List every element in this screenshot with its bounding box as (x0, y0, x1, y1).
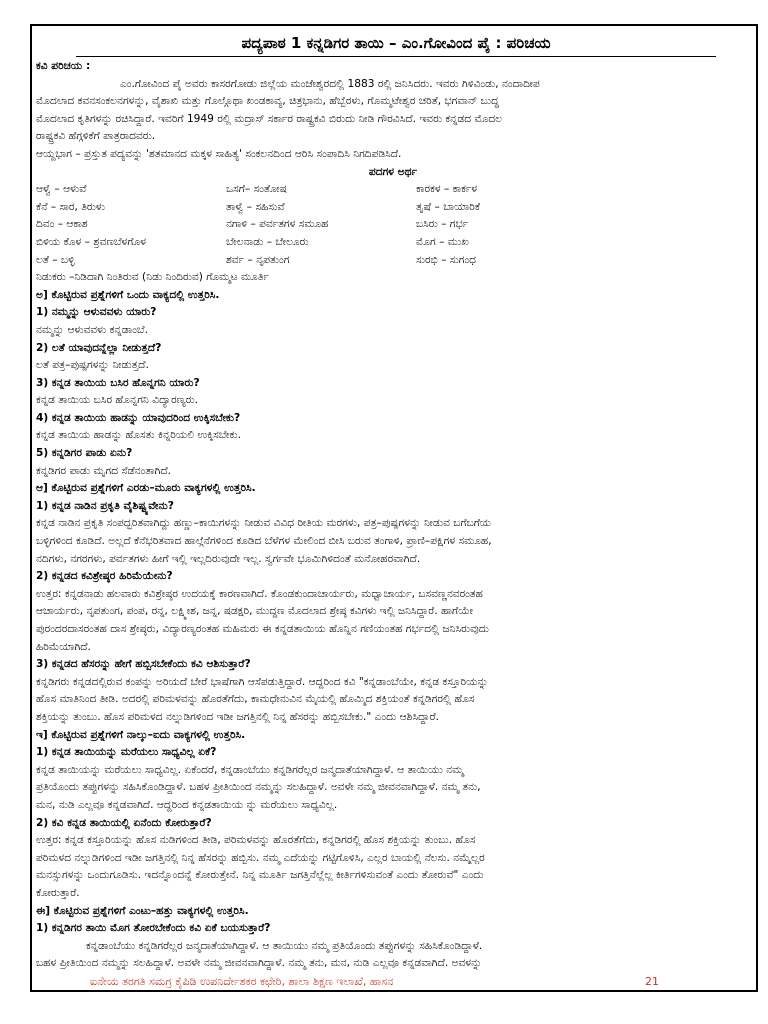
glossary-cell: ಬಿಳಿಯ ಕೊಳ – ಶ್ರವಣಬೆಳಗೊಳ (36, 235, 146, 248)
glossary-cell: ಬೇಲನಾಡು – ಬೇಲೂರು (226, 235, 309, 248)
question: 2) ಕವಿ ಕನ್ನಡ ತಾಯಿಯಲ್ಲಿ ಏನೆಂದು ಕೋರುತ್ತಾರೆ? (36, 816, 212, 829)
glossary-cell: ತೃಷೆ – ಬಾಯಾರಿಕೆ (416, 200, 481, 213)
footer-text: ಐನೇಯ ತರಗತಿ ಸಮಗ್ರ ಕೈಪಿಡಿ ಉಪನಿರ್ದೇಶಕರ ಕಛೇರಿ, ಶಾಲಾ ಶಿಕ್ಷಣ ಇಲಾಖೆ, ಹಾಸನ (90, 975, 394, 988)
question: 2) ಲತೆ ಯಾವುದನ್ನೆಲ್ಲಾ ನೀಡುತ್ತದೆ? (36, 341, 162, 354)
intro-line: ಮೊದಲಾದ ಕವನಸಂಕಲನಗಳನ್ನು, ವೈಶಾಖಿ ಮತ್ತು ಗೊಲ್ಗೊಥಾ ಖಂಡಕಾವ್ಯ, ಚಿತ್ರಭಾನು, ಹೆಬ್ಬೆರಳು, ಗೊಮ್ಮಟೇಶ್ವರ ಚರಿತೆ, ಭಗವಾನ್ ಬುದ್ಧ (36, 95, 499, 108)
answer-line: ಉತ್ತರ: ಕನ್ನಡನಾಡು ಹಲವಾರು ಕವಿಶ್ರೇಷ್ಠರ ಉದಯಕ್ಕೆ ಕಾರಣವಾಗಿದೆ. ಕೊಂಡಕುಂದಾಚಾರ್ಯರು, ಮಧ್ವಾಚಾರ್ಯ, ಬಸವಣ್ಣನವರಂತಹ (36, 587, 483, 600)
source-note: ಆಯ್ದಭಾಗ – ಪ್ರಸ್ತುತ ಪದ್ಯವನ್ನು 'ಶತಮಾನದ ಮಕ್ಕಳ ಸಾಹಿತ್ಯ' ಸಂಕಲನದಿಂದ ಆರಿಸಿ ಸಂಪಾದಿಸಿ ನಿಗದಿಪಡಿಸಿದೆ. (36, 147, 402, 160)
section-heading: ಈ] ಕೊಟ್ಟಿರುವ ಪ್ರಶ್ನೆಗಳಿಗೆ ಎಂಟು–ಹತ್ತು ವಾಕ್ಯಗಳಲ್ಲಿ ಉತ್ತರಿಸಿ. (36, 904, 249, 917)
answer-line: ಪ್ರತಿಯೊಂದು ತಪ್ಪುಗಳನ್ನು ಸಹಿಸಿಕೊಂಡಿದ್ದಾಳೆ. ಬಹಳ ಪ್ರೀತಿಯಿಂದ ನಮ್ಮನ್ನು ಸಲಹಿದ್ದಾಳೆ. ಅವಳೇ ನಮ್ಮ ಜೀವನವಾಗಿದ್ದಾಳೆ. ನಮ್ಮ ತನು, (36, 781, 481, 794)
glossary-cell: ಆಳ್ವೆ – ಆಳುವೆ (36, 183, 87, 196)
glossary-table (36, 181, 750, 269)
question: 1) ಕನ್ನಡ ನಾಡಿನ ಪ್ರಕೃತಿ ವೈಶಿಷ್ಟ್ಯವೇನು? (36, 499, 174, 512)
question: 1) ಕನ್ನಡಿಗರ ತಾಯಿ ಮೊಗ ತೋರಬೇಕೆಂದು ಕವಿ ಏಕೆ ಬಯಸುತ್ತಾರೆ? (36, 922, 271, 935)
answer-line: ನದಿಗಳು, ನಗರಗಳು, ಪರ್ವತಗಳು ಹೀಗೆ ಇಲ್ಲಿ ಇಲ್ಲದಿರುವುದೇ ಇಲ್ಲ. ಸ್ವರ್ಗವೇ ಭೂಮಿಗಿಳಿದಂತೆ ಮನೋಹರವಾಗಿದೆ. (36, 552, 421, 565)
question: 5) ಕನ್ನಡಿಗರ ಪಾಡು ಏನು? (36, 447, 133, 460)
glossary-cell: ತಾಳ್ವೆ – ಸಹಿಸುವೆ (226, 200, 285, 213)
glossary-cell: ಸುರಭಿ – ಸುಗಂಧ (416, 253, 477, 266)
glossary-cell: ಕೆನೆ – ಸಾರ, ತಿರುಳು (36, 200, 105, 213)
question: 3) ಕನ್ನಡ ತಾಯಿಯ ಬಸಿರ ಹೊನ್ನಗನಿ ಯಾರು? (36, 376, 200, 389)
section-heading: ಆ] ಕೊಟ್ಟಿರುವ ಪ್ರಶ್ನೆಗಳಿಗೆ ಎರಡು–ಮೂರು ವಾಕ್ಯಗಳಲ್ಲಿ ಉತ್ತರಿಸಿ. (36, 482, 256, 495)
glossary-cell: ಲತೆ – ಬಳ್ಳಿ (36, 253, 75, 266)
question: 4) ಕನ್ನಡ ತಾಯಿಯ ಹಾಡನ್ನು ಯಾವುದರಿಂದ ಉಕ್ಕಿಸಬೇಕು? (36, 411, 241, 424)
answer-line: ಹಿರಿಮೆಯಾಗಿದೆ. (36, 640, 91, 653)
answer-line: ಬಹಳ ಪ್ರೀತಿಯಿಂದ ನಮ್ಮನ್ನು ಸಲಹಿದ್ದಾಳೆ. ಅವಳೇ ನಮ್ಮ ಜೀವನವಾಗಿದ್ದಾಳೆ. ನಮ್ಮ ತನು, ಮನ, ನುಡಿ ಎಲ್ಲವೂ ಕನ್ನಡವಾಗಿದೆ. ಅವಳನ್ನು (36, 957, 482, 970)
question: 1) ನಮ್ಮನ್ನು ಆಳುವವಳು ಯಾರು? (36, 306, 157, 319)
page-title: ಪದ್ಯಪಾಠ 1 ಕನ್ನಡಿಗರ ತಾಯಿ – ಎಂ.ಗೋವಿಂದ ಪೈ : ಪರಿಚಯ (241, 34, 551, 52)
section-heading: ಅ] ಕೊಟ್ಟಿರುವ ಪ್ರಶ್ನೆಗಳಿಗೆ ಒಂದು ವಾಕ್ಯದಲ್ಲಿ ಉತ್ತರಿಸಿ. (36, 288, 220, 301)
answer-line: ಕನ್ನಡಿಗರು ಕನ್ನಡದಲ್ಲಿರುವ ಕಂಪನ್ನು ಅರಿಯದೆ ಬೇರೆ ಭಾಷೆಗಾಗಿ ಆಸೆಪಡುತ್ತಿದ್ದಾರೆ. ಆದ್ದರಿಂದ ಕವಿ "ಕನ್ನಡಾಂಬೆಯೇ, ಕನ್ನಡ ಕಸ್ತೂರಿಯನ್ನು (36, 675, 489, 688)
glossary-cell: ಶರ್ವ – ನೃಪತುಂಗ (226, 253, 290, 266)
glossary-cell: ಒಸಗೆ– ಸಂತೋಷ (226, 183, 287, 196)
answer-line: ಕೋರುತ್ತಾರೆ. (36, 886, 80, 899)
glossary-cell: ನಗಾಳಿ – ಪರ್ವತಗಳ ಸಮೂಹ (226, 218, 329, 231)
intro-line: ಎಂ.ಗೋವಿಂದ ಪೈ ಅವರು ಕಾಸರಗೋಡು ಜಿಲ್ಲೆಯ ಮಂಜೇಶ್ವರದಲ್ಲಿ 1883 ರಲ್ಲಿ ಜನಿಸಿದರು. ಇವರು ಗಿಳಿವಿಂಡು, ನಂದಾದೀಪ (120, 77, 540, 90)
answer-line: ಉತ್ತರ: ಕನ್ನಡ ಕಸ್ತೂರಿಯನ್ನು ಹೊಸ ನುಡಿಗಳಿಂದ ತೀಡಿ, ಪರಿಮಳವನ್ನು ಹೊರತೆಗೆದು, ಕನ್ನಡಿಗರಲ್ಲಿ ಹೊಸ ಶಕ್ತಿಯನ್ನು ತುಂಬು. ಹೊಸ (36, 834, 476, 847)
intro-heading: ಕವಿ ಪರಿಚಯ : (36, 60, 91, 72)
answer-line: ಮನ, ನುಡಿ ಎಲ್ಲವೂ ಕನ್ನಡವಾಗಿದೆ. ಆದ್ದರಿಂದ ಕನ್ನಡತಾಯಿಯ ನ್ನು ಮರೆಯಲು ಸಾಧ್ಯವಿಲ್ಲ. (36, 798, 338, 811)
answer-line: ಬಳ್ಳಿಗಳಿಂದ ಕೂಡಿದೆ. ಅಲ್ಲದೆ ಕೆನೆಭರಿತವಾದ ಹಾಲ್ಗೆನೆಗಳಿಂದ ಕೂಡಿದ ಬೆಳೆಗಳ ಮೇಲಿಂದ ಬೀಸಿ ಬರುವ ತಂಗಾಳಿ, ಪ್ರಾಣಿ–ಪಕ್ಷಿಗಳ ಸಮೂಹ, (36, 535, 492, 548)
title-underline (76, 56, 716, 57)
glossary-heading: ಪದಗಳ ಅರ್ಥ (368, 165, 418, 178)
answer-line: ಹೊಸ ಮಾತಿನಿಂದ ತೀಡಿ. ಅದರಲ್ಲಿ ಪರಿಮಳವನ್ನು ಹೊರತೆಗೆದು, ಕಾಮಧೇನುವಿನ ಮೈಯಲ್ಲಿ ಹೊಮ್ಮಿದ ಶಕ್ತಿಯಂತೆ ಕನ್ನಡಿಗರಲ್ಲಿ ಹೊಸ (36, 693, 475, 706)
answer: ನಮ್ಮನ್ನು ಆಳುವವಳು ಕನ್ನಡಾಂಬೆ. (36, 323, 148, 336)
question: 3) ಕನ್ನಡದ ಹೆಸರನ್ನು ಹೇಗೆ ಹಬ್ಬಿಸಬೇಕೆಂದು ಕವಿ ಆಶಿಸುತ್ತಾರೆ? (36, 658, 251, 671)
intro-line: ಮೊದಲಾದ ಕೃತಿಗಳನ್ನು ರಚಿಸಿದ್ದಾರೆ. ಇವರಿಗೆ 1949 ರಲ್ಲಿ ಮದ್ರಾಸ್ ಸರ್ಕಾರ ರಾಷ್ಟ್ರಕವಿ ಬಿರುದು ನೀಡಿ ಗೌರವಿಸಿದೆ. ಇವರು ಕನ್ನಡದ ಮೊದಲ (36, 112, 503, 125)
answer-line: ಪರಿಮಳದ ನಲ್ನುಡಿಗಳಿಂದ ಇಡೀ ಜಗತ್ತಿನಲ್ಲಿ ನಿನ್ನ ಹೆಸರನ್ನು ಹಬ್ಬಿಸು. ನಮ್ಮ ಎದೆಯನ್ನು ಗಟ್ಟಿಗೊಳಿಸಿ, ಎಲ್ಲರ ಬಾಯಲ್ಲಿ ನೆಲಸು. ನಮ್ಮೆಲ್ಲರ (36, 851, 485, 864)
answer-line: ಕನ್ನಡ ತಾಯಿಯನ್ನು ಮರೆಯಲು ಸಾಧ್ಯವಿಲ್ಲ. ಏಕೆಂದರೆ, ಕನ್ನಡಾಂಬೆಯು ಕನ್ನಡಿಗರೆಲ್ಲರ ಜನ್ಮದಾತೆಯಾಗಿದ್ದಾಳೆ. ಆ ತಾಯಿಯು ನಮ್ಮ (36, 763, 464, 776)
answer-line: ಶಕ್ತಿಯನ್ನು ತುಂಬು. ಹೊಸ ಪರಿಮಳದ ನಲ್ನುಡಿಗಳಿಂದ ಇಡೀ ಜಗತ್ತಿನಲ್ಲಿ ನಿನ್ನ ಹೆಸರನ್ನು ಹಬ್ಬಿಸಬೇಕು." ಎಂದು ಆಶಿಸಿದ್ದಾರೆ. (36, 710, 440, 723)
glossary-cell: ಕಾರಕಳ – ಕಾರ್ಕಳ (416, 183, 478, 196)
answer-line: ಮನಸ್ಸುಗಳನ್ನು ಒಂದುಗೂಡಿಸು. ಇದನ್ನೊಂದನ್ನೆ ಕೋರುತ್ತೇನೆ. ನಿನ್ನ ಮೂರ್ತಿ ಜಗತ್ತಿನೆಲ್ಲೆಲ್ಲ ಕೀರ್ತಿಗಳಿಸುವಂತೆ ಎಂದು ತೋರುವೆ" ಎಂದು (36, 869, 484, 882)
glossary-extra: ನಿಡುಕರು –ನಿಡಿದಾಗಿ ನಿಂತಿರುವ (ನಿಡು ನಿಂದಿರುವ) ಗೊಮ್ಮಟ ಮೂರ್ತಿ (36, 271, 269, 284)
answer: ಕನ್ನಡ ತಾಯಿಯ ಹಾಡನ್ನು ಹೊಸತು ಕಿನ್ನರಿಯಲಿ ಉಕ್ಕಿಸಬೇಕು. (36, 429, 241, 442)
document-body (36, 58, 750, 973)
answer-line: ಕನ್ನಡ ನಾಡಿನ ಪ್ರಕೃತಿ ಸಂಪದ್ಭರಿತವಾಗಿದ್ದು ಹಣ್ಣು–ಕಾಯಿಗಳನ್ನು ನೀಡುವ ವಿವಿಧ ರೀತಿಯ ಮರಗಳು, ಪತ್ರ–ಪುಷ್ಪಗಳನ್ನು ನೀಡುವ ಬಗೆಬಗೆಯ (36, 517, 491, 530)
answer-line: ಪುರಂದರದಾಸರಂತಹ ದಾಸ ಶ್ರೇಷ್ಠರು, ವಿದ್ಯಾರಣ್ಯರಂತಹ ಮಹಿಮರು ಈ ಕನ್ನಡತಾಯಿಯ ಹೊನ್ನಿನ ಗಣಿಯಂತಹ ಗರ್ಭದಲ್ಲಿ ಜನಿಸಿರುವುದು (36, 623, 489, 635)
answer-line: ಕನ್ನಡಾಂಬೆಯು ಕನ್ನಡಿಗರೆಲ್ಲರ ಜನ್ಮದಾತೆಯಾಗಿದ್ದಾಳೆ. ಆ ತಾಯಿಯು ನಮ್ಮ ಪ್ರತಿಯೊಂದು ತಪ್ಪುಗಳನ್ನು ಸಹಿಸಿಕೊಂಡಿದ್ದಾಳೆ. (86, 939, 483, 952)
answer-line: ಆಚಾರ್ಯರು, ನೃಪತುಂಗ, ಪಂಪ, ರನ್ನ, ಲಕ್ಷ್ಮೀಶ, ಜನ್ನ, ಷಡಕ್ಷರಿ, ಮುದ್ದಣ ಮೊದಲಾದ ಶ್ರೇಷ್ಠ ಕವಿಗಳು ಇಲ್ಲಿ ಜನಿಸಿದ್ದಾರೆ. ಹಾಗೆಯೇ (36, 605, 474, 618)
page-number: 21 (645, 975, 659, 988)
question: 1) ಕನ್ನಡ ತಾಯಿಯನ್ನು ಮರೆಯಲು ಸಾಧ್ಯವಿಲ್ಲ ಏಕೆ? (36, 746, 217, 759)
glossary-cell: ದಿವಂ – ಆಕಾಶ (36, 218, 88, 231)
answer: ಲತೆ ಪತ್ರ–ಪುಷ್ಪಗಳನ್ನು ನೀಡುತ್ತದೆ. (36, 359, 149, 372)
glossary-cell: ಮೊಗ – ಮುಖ (416, 235, 469, 248)
glossary-cell: ಬಸಿರು – ಗರ್ಭ (416, 218, 469, 231)
answer: ಕನ್ನಡ ತಾಯಿಯ ಬಸಿರ ಹೊನ್ನಗನಿ ವಿದ್ಯಾರಣ್ಯರು. (36, 394, 199, 407)
intro-line: ರಾಷ್ಟ್ರಕವಿ ಹೆಗ್ಗಳಿಕೆಗೆ ಪಾತ್ರರಾದವರು. (36, 130, 156, 143)
section-heading: ಇ] ಕೊಟ್ಟಿರುವ ಪ್ರಶ್ನೆಗಳಿಗೆ ನಾಲ್ಕು–ಐದು ವಾಕ್ಯಗಳಲ್ಲಿ ಉತ್ತರಿಸಿ. (36, 728, 246, 741)
answer: ಕನ್ನಡಿಗರ ಪಾಡು ಮೃಗದ ಸೆಡೆನಂತಾಗಿದೆ. (36, 464, 172, 477)
question: 2) ಕನ್ನಡದ ಕವಿಶ್ರೇಷ್ಠರ ಹಿರಿಮೆಯೇನು? (36, 570, 173, 583)
